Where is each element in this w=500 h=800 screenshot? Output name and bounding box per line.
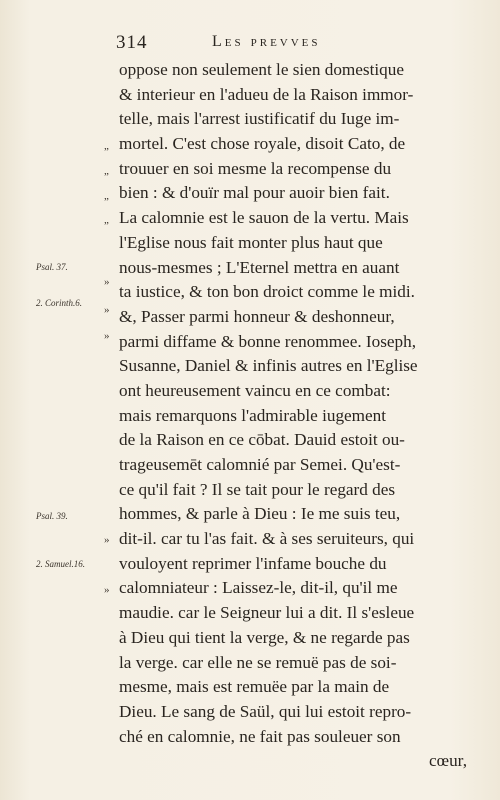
quote-mark: » [104, 330, 110, 342]
quote-mark: » [104, 276, 110, 288]
text-line: mais remarquons l'admirable iugement [119, 405, 387, 425]
text-line: parmi diffame & bonne renommee. Ioseph, [119, 331, 417, 351]
text-line: trouuer en soi mesme la recompense du [119, 158, 392, 178]
text-line: Dieu. Le sang de Saül, qui lui estoit repro- [119, 701, 412, 721]
text-line: Susanne, Daniel & infinis autres en l'Eglise [119, 356, 418, 376]
margin-note: Psal. 39. [36, 511, 68, 521]
text-line: vouloyent reprimer l'infame bouche du [119, 553, 387, 573]
text-line: La calomnie est le sauon de la vertu. Mais [119, 208, 409, 228]
quote-mark: » [104, 584, 110, 596]
quote-mark: „ [104, 214, 109, 226]
text-line: maudie. car le Seigneur lui a dit. Il s'esleue [119, 603, 415, 623]
quote-mark: „ [104, 190, 109, 202]
text-line: ta iustice, & ton bon droict comme le midi. [119, 282, 415, 302]
catchword: cœur, [429, 751, 467, 771]
page-header [116, 32, 476, 54]
text-line: & interieur en l'adueu de la Raison immor- [119, 84, 414, 104]
text-line: la verge. car elle ne se remuë pas de soi- [119, 652, 397, 672]
text-line: ché en calomnie, ne fait pas souleuer son [119, 726, 401, 746]
text-line: à Dieu qui tient la verge, & ne regarde pas [119, 627, 410, 647]
text-line: bien : & d'ouïr mal pour auoir bien fait. [119, 183, 390, 203]
text-line: calomniateur : Laissez-le, dit-il, qu'il me [119, 578, 398, 598]
quote-mark: » [104, 534, 110, 546]
text-line: ce qu'il fait ? Il se tait pour le regard des [119, 479, 396, 499]
text-line: mortel. C'est chose royale, disoit Cato, de [119, 134, 406, 154]
text-line: l'Eglise nous fait monter plus haut que [119, 232, 383, 252]
text-line: oppose non seulement le sien domestique [119, 60, 404, 79]
text-line: de la Raison en ce cōbat. Dauid estoit ou- [119, 430, 405, 450]
margin-note: Psal. 37. [36, 262, 68, 272]
text-line: ont heureusement vaincu en ce combat: [119, 380, 391, 400]
quote-mark: „ [104, 165, 109, 177]
margin-note: 2. Corinth.6. [36, 298, 83, 308]
text-line: dit-il. car tu l'as fait. & à ses seruiteurs, qui [119, 529, 415, 549]
text-line: telle, mais l'arrest iustificatif du Iuge im- [119, 109, 400, 129]
running-title: Les prevves [212, 33, 321, 50]
text-line: mesme, mais est remuëe par la main de [119, 677, 390, 697]
page-number: 314 [116, 32, 148, 53]
text-line: &, Passer parmi honneur & deshonneur, [119, 306, 395, 326]
body-text [119, 58, 467, 774]
quote-mark: „ [104, 140, 109, 152]
text-line: trageusemēt calomnié par Semei. Qu'est- [119, 455, 401, 474]
text-line: nous-mesmes ; L'Eternel mettra en auant [119, 257, 400, 277]
quote-mark: » [104, 304, 110, 316]
margin-note: 2. Samuel.16. [36, 559, 85, 569]
text-line: hommes, & parle à Dieu : Ie me suis teu, [119, 504, 401, 524]
